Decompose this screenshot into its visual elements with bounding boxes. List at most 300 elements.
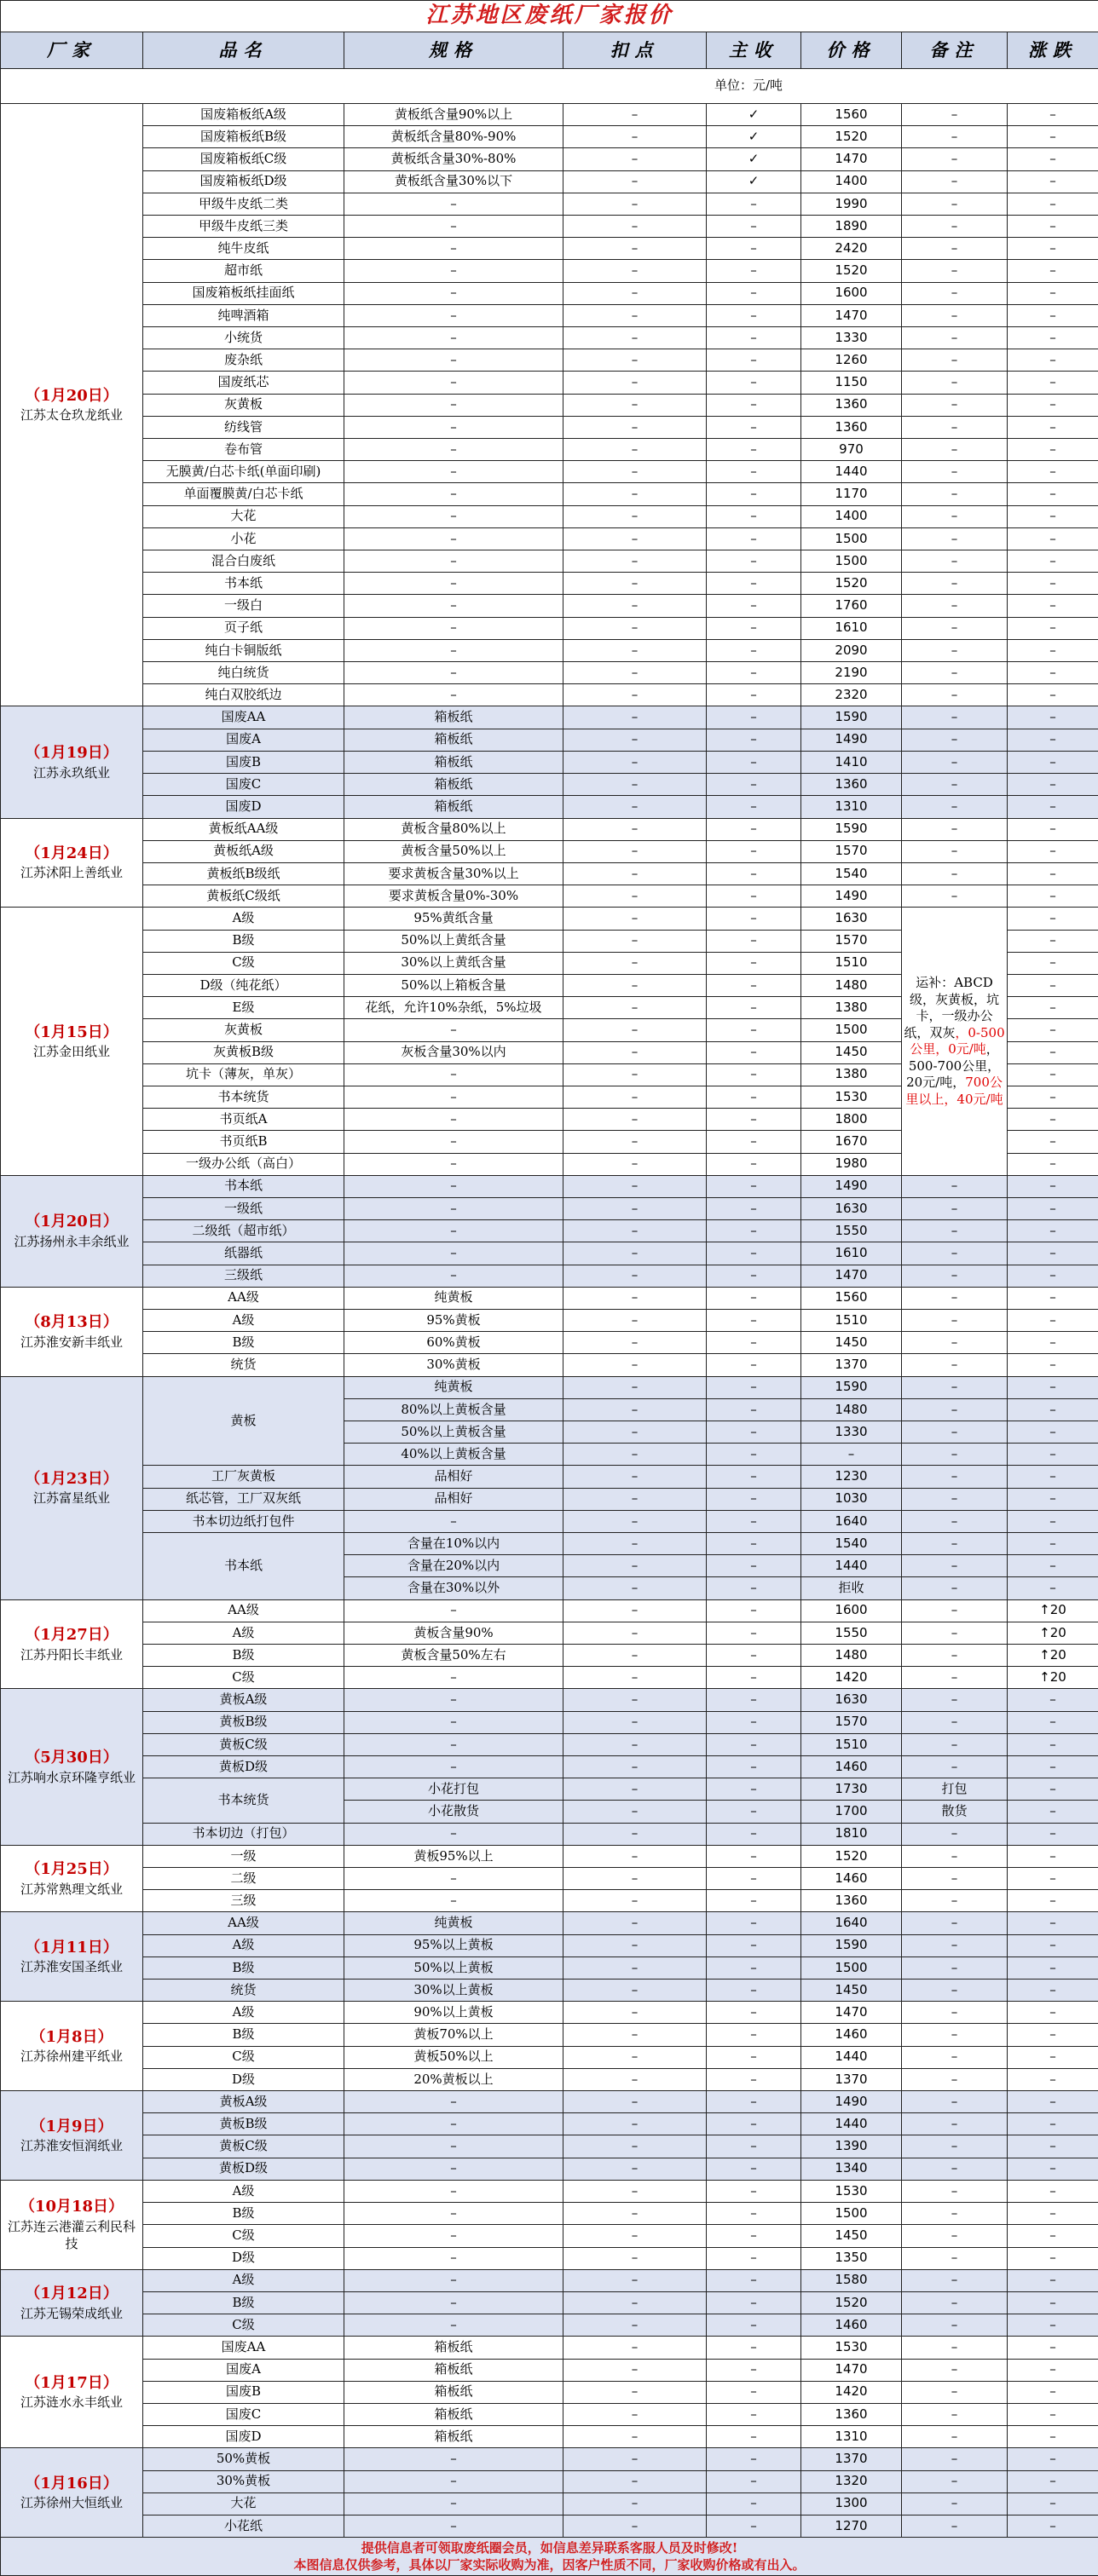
product-name: C级 (143, 2225, 344, 2247)
change-cell: – (1008, 304, 1098, 326)
change-cell: ↑20 (1008, 1667, 1098, 1689)
main-collect-cell: – (707, 1466, 801, 1488)
update-date: （1月17日） (3, 2373, 141, 2394)
main-collect-cell: – (707, 1287, 801, 1309)
remark-cell: 散货 (902, 1801, 1008, 1823)
remark-cell: – (902, 1667, 1008, 1689)
footer-note (1, 2538, 1098, 2576)
spec-cell: 30%以上黄板 (344, 1980, 563, 2002)
remark-cell: – (902, 461, 1008, 483)
spec-cell: 95%黄板 (344, 1309, 563, 1331)
deduction-cell: – (563, 1175, 707, 1197)
update-date: （5月30日） (3, 1748, 141, 1768)
main-collect-cell: – (707, 1689, 801, 1711)
price-cell: 1540 (801, 1533, 902, 1555)
remark-cell: – (902, 751, 1008, 773)
table-row (1, 2046, 1098, 2068)
product-name: 纯白卡铜版纸 (143, 639, 344, 661)
remark-cell: – (902, 1510, 1008, 1532)
company-cell (1, 908, 143, 1175)
product-name: 甲级牛皮纸二类 (143, 193, 344, 215)
change-cell: – (1008, 2470, 1098, 2492)
price-cell: 1260 (801, 349, 902, 372)
remark-cell: – (902, 1220, 1008, 1242)
deduction-cell: – (563, 796, 707, 818)
change-cell: – (1008, 1711, 1098, 1733)
remark-cell: – (902, 304, 1008, 326)
price-cell: 1670 (801, 1131, 902, 1153)
product-name: A级 (143, 2269, 344, 2291)
deduction-cell: – (563, 706, 707, 729)
change-cell: – (1008, 1265, 1098, 1287)
spec-cell: – (344, 2225, 563, 2247)
spec-cell: 含量在20%以内 (344, 1555, 563, 1577)
change-cell: – (1008, 1845, 1098, 1867)
deduction-cell: – (563, 908, 707, 930)
table-row (1, 304, 1098, 326)
table-row (1, 170, 1098, 193)
deduction-cell: – (563, 2359, 707, 2381)
product-name: 一级办公纸（高白） (143, 1153, 344, 1175)
company-name: 江苏徐州大恒纸业 (20, 2495, 123, 2510)
remark-cell: – (902, 1711, 1008, 1733)
price-cell: 1340 (801, 2158, 902, 2180)
change-cell: – (1008, 1153, 1098, 1175)
change-cell: – (1008, 2203, 1098, 2225)
table-row (1, 260, 1098, 282)
main-collect-cell: – (707, 974, 801, 996)
remark-cell: – (902, 260, 1008, 282)
main-collect-cell: – (707, 2068, 801, 2090)
price-cell: 1490 (801, 729, 902, 751)
spec-cell: – (344, 573, 563, 595)
table-row (1, 216, 1098, 238)
spec-cell: 黄板纸含量30%以下 (344, 170, 563, 193)
remark-cell: – (902, 2492, 1008, 2515)
product-name: 国废AA (143, 706, 344, 729)
price-cell: 1230 (801, 1466, 902, 1488)
change-cell: – (1008, 1956, 1098, 1979)
deduction-cell: – (563, 1667, 707, 1689)
table-row (1, 1533, 1098, 1555)
main-collect-cell: – (707, 1309, 801, 1331)
deduction-cell: – (563, 2046, 707, 2068)
spec-cell: 箱板纸 (344, 2426, 563, 2448)
spec-cell: 50%以上黄板 (344, 1956, 563, 1979)
price-cell: 1500 (801, 2203, 902, 2225)
product-name: AA级 (143, 1599, 344, 1622)
change-cell: – (1008, 1823, 1098, 1845)
footer-line: 本图信息仅供参考，具体以厂家实际收购为准，因客户性质不同，厂家收购价格或有出入。 (3, 2556, 1096, 2573)
deduction-cell: – (563, 1733, 707, 1755)
remark-cell: – (902, 372, 1008, 394)
product-name: 纯啤酒箱 (143, 304, 344, 326)
main-collect-cell: – (707, 505, 801, 527)
change-cell: – (1008, 930, 1098, 952)
change-cell: – (1008, 662, 1098, 684)
product-name: 国废C (143, 774, 344, 796)
company-cell (1, 2337, 143, 2448)
change-cell: – (1008, 238, 1098, 260)
spec-cell: 20%黄板以上 (344, 2068, 563, 2090)
change-cell: – (1008, 796, 1098, 818)
change-cell: – (1008, 885, 1098, 908)
product-name: 书本统货 (143, 1086, 344, 1108)
deduction-cell: – (563, 2135, 707, 2158)
deduction-cell: – (563, 2426, 707, 2448)
table-row (1, 550, 1098, 573)
table-row (1, 2068, 1098, 2090)
company-cell (1, 706, 143, 818)
company-cell (1, 1912, 143, 2002)
deduction-cell: – (563, 260, 707, 282)
product-name: 灰黄板 (143, 394, 344, 416)
table-row (1, 1622, 1098, 1644)
table-row (1, 372, 1098, 394)
table-row (1, 840, 1098, 862)
price-cell: 1380 (801, 1063, 902, 1086)
spec-cell: – (344, 193, 563, 215)
main-collect-cell: – (707, 1778, 801, 1801)
remark-cell: – (902, 1733, 1008, 1755)
price-cell: 1360 (801, 774, 902, 796)
product-name: AA级 (143, 1912, 344, 1934)
spec-cell: – (344, 595, 563, 617)
product-name: 黄板A级 (143, 1689, 344, 1711)
spec-cell: 黄板70%以上 (344, 2024, 563, 2046)
price-cell: 1800 (801, 1109, 902, 1131)
deduction-cell: – (563, 1220, 707, 1242)
deduction-cell: – (563, 729, 707, 751)
main-collect-cell: – (707, 2091, 801, 2113)
table-row (1, 1175, 1098, 1197)
price-cell: 1980 (801, 1153, 902, 1175)
change-cell: – (1008, 818, 1098, 840)
price-cell: 1530 (801, 1086, 902, 1108)
change-cell: – (1008, 372, 1098, 394)
change-cell: – (1008, 684, 1098, 706)
main-collect-cell: – (707, 304, 801, 326)
product-name: B级 (143, 2291, 344, 2314)
change-cell: – (1008, 394, 1098, 416)
change-cell: – (1008, 1220, 1098, 1242)
remark-cell: – (902, 774, 1008, 796)
spec-cell: – (344, 2091, 563, 2113)
table-row (1, 706, 1098, 729)
main-collect-cell: ✓ (707, 104, 801, 126)
spec-cell: 黄板纸含量90%以上 (344, 104, 563, 126)
change-cell: ↑20 (1008, 1622, 1098, 1644)
main-collect-cell: – (707, 1956, 801, 1979)
change-cell: – (1008, 2002, 1098, 2024)
price-cell: 1990 (801, 193, 902, 215)
price-cell: 1440 (801, 461, 902, 483)
main-collect-cell: – (707, 595, 801, 617)
spec-cell: – (344, 2158, 563, 2180)
change-cell: – (1008, 1309, 1098, 1331)
main-collect-cell: – (707, 1667, 801, 1689)
spec-cell: 60%黄板 (344, 1332, 563, 1354)
spec-cell: 黄板含量50%以上 (344, 840, 563, 862)
change-cell: – (1008, 1934, 1098, 1956)
remark-cell: – (902, 483, 1008, 505)
spec-cell: 黄板含量50%左右 (344, 1645, 563, 1667)
change-cell: – (1008, 1354, 1098, 1376)
remark-cell: – (902, 684, 1008, 706)
price-cell: 2190 (801, 662, 902, 684)
main-collect-cell: – (707, 862, 801, 885)
main-collect-cell: – (707, 1398, 801, 1421)
product-name: B级 (143, 2024, 344, 2046)
deduction-cell: – (563, 416, 707, 438)
spec-cell: – (344, 2470, 563, 2492)
spec-cell: – (344, 1197, 563, 1219)
deduction-cell: – (563, 1354, 707, 1376)
main-collect-cell: – (707, 1801, 801, 1823)
spec-cell: 箱板纸 (344, 774, 563, 796)
price-cell: 1420 (801, 1667, 902, 1689)
change-cell: – (1008, 1980, 1098, 2002)
product-name: 大花 (143, 2492, 344, 2515)
table-row (1, 1868, 1098, 1890)
change-cell: ↑20 (1008, 1599, 1098, 1622)
product-name: 黄板A级 (143, 2091, 344, 2113)
main-collect-cell: – (707, 2158, 801, 2180)
spec-cell: – (344, 1689, 563, 1711)
price-cell: 1610 (801, 1242, 902, 1265)
change-cell: – (1008, 1421, 1098, 1443)
remark-cell: – (902, 505, 1008, 527)
deduction-cell: – (563, 505, 707, 527)
deduction-cell: – (563, 1041, 707, 1063)
product-name: 黄板D级 (143, 1756, 344, 1778)
table-row (1, 2091, 1098, 2113)
main-collect-cell: ✓ (707, 126, 801, 148)
deduction-cell: – (563, 2158, 707, 2180)
product-name: D级（纯花纸） (143, 974, 344, 996)
price-cell: 1510 (801, 1733, 902, 1755)
company-cell (1, 2448, 143, 2538)
price-cell: 1360 (801, 394, 902, 416)
main-collect-cell: – (707, 394, 801, 416)
update-date: （1月9日） (3, 2117, 141, 2137)
product-name: 坑卡（薄灰，单灰） (143, 1063, 344, 1086)
main-collect-cell: – (707, 840, 801, 862)
change-cell: – (1008, 2448, 1098, 2470)
change-cell: – (1008, 461, 1098, 483)
change-cell: – (1008, 1086, 1098, 1108)
remark-cell: – (902, 1309, 1008, 1331)
price-cell: 1320 (801, 2470, 902, 2492)
product-name: 废杂纸 (143, 349, 344, 372)
change-cell: – (1008, 1242, 1098, 1265)
change-cell: – (1008, 170, 1098, 193)
deduction-cell: – (563, 573, 707, 595)
table-row (1, 774, 1098, 796)
table-row (1, 193, 1098, 215)
price-cell: 1300 (801, 2492, 902, 2515)
remark-cell: – (902, 1354, 1008, 1376)
deduction-cell: – (563, 1555, 707, 1577)
spec-cell: – (344, 1510, 563, 1532)
table-row (1, 2291, 1098, 2314)
price-cell: 1560 (801, 104, 902, 126)
main-collect-cell: ✓ (707, 148, 801, 170)
spec-cell: 品相好 (344, 1488, 563, 1510)
spec-cell: – (344, 349, 563, 372)
remark-cell: – (902, 2024, 1008, 2046)
change-cell: – (1008, 595, 1098, 617)
table-row (1, 394, 1098, 416)
price-cell: 1590 (801, 706, 902, 729)
change-cell: – (1008, 505, 1098, 527)
price-cell: 1700 (801, 1801, 902, 1823)
deduction-cell: – (563, 238, 707, 260)
change-cell: – (1008, 1376, 1098, 1398)
company-name: 江苏涟水永丰纸业 (20, 2394, 123, 2410)
spec-cell: – (344, 439, 563, 461)
deduction-cell: – (563, 2470, 707, 2492)
company-name: 江苏太仓玖龙纸业 (20, 407, 123, 423)
price-cell: 1600 (801, 282, 902, 304)
main-collect-cell: – (707, 997, 801, 1019)
table-row (1, 617, 1098, 639)
update-date: （1月15日） (3, 1023, 141, 1043)
remark-cell: – (902, 862, 1008, 885)
product-name: 国废C (143, 2403, 344, 2425)
change-cell: – (1008, 2113, 1098, 2135)
change-cell: – (1008, 617, 1098, 639)
change-cell: – (1008, 1332, 1098, 1354)
price-cell: 1170 (801, 483, 902, 505)
price-cell: 1580 (801, 2269, 902, 2291)
product-name: 无膜黄/白芯卡纸(单面印刷) (143, 461, 344, 483)
main-collect-cell: – (707, 2314, 801, 2337)
change-cell: – (1008, 216, 1098, 238)
price-cell: 1330 (801, 327, 902, 349)
change-cell: – (1008, 1197, 1098, 1219)
main-collect-cell: – (707, 2247, 801, 2269)
remark-text: ，0-500公里，0元/吨 (910, 1025, 1004, 1057)
change-cell: – (1008, 2403, 1098, 2425)
change-cell: – (1008, 1868, 1098, 1890)
change-cell: – (1008, 1801, 1098, 1823)
column-header: 规格 (344, 32, 563, 69)
price-cell: 1350 (801, 2247, 902, 2269)
column-header: 厂家 (1, 32, 143, 69)
main-collect-cell: – (707, 617, 801, 639)
product-name: 黄板C级 (143, 1733, 344, 1755)
product-name: 灰黄板B级 (143, 1041, 344, 1063)
deduction-cell: – (563, 2492, 707, 2515)
product-name: 书页纸A (143, 1109, 344, 1131)
main-collect-cell: – (707, 1376, 801, 1398)
main-collect-cell: – (707, 2180, 801, 2202)
price-cell: 2090 (801, 639, 902, 661)
deduction-cell: – (563, 193, 707, 215)
deduction-cell: – (563, 2113, 707, 2135)
deduction-cell: – (563, 2381, 707, 2403)
deduction-cell: – (563, 974, 707, 996)
table-row (1, 461, 1098, 483)
table-row (1, 1287, 1098, 1309)
table-row (1, 796, 1098, 818)
remark-cell: – (902, 216, 1008, 238)
table-row (1, 1823, 1098, 1845)
remark-cell: – (902, 2002, 1008, 2024)
spec-cell: – (344, 461, 563, 483)
remark-cell: – (902, 1689, 1008, 1711)
product-name: 国废AA (143, 2337, 344, 2359)
main-collect-cell: – (707, 1510, 801, 1532)
table-row (1, 2225, 1098, 2247)
company-cell (1, 2002, 143, 2091)
price-cell: 1490 (801, 1175, 902, 1197)
remark-cell: – (902, 840, 1008, 862)
deduction-cell: – (563, 662, 707, 684)
change-cell: – (1008, 1756, 1098, 1778)
main-collect-cell: – (707, 2426, 801, 2448)
unit-label: 单位：元/吨 (1, 69, 1098, 104)
main-collect-cell: ✓ (707, 170, 801, 193)
product-name: 50%黄板 (143, 2448, 344, 2470)
product-name: 国废箱板纸挂面纸 (143, 282, 344, 304)
price-cell: 1520 (801, 2291, 902, 2314)
main-collect-cell: – (707, 818, 801, 840)
table-row (1, 1645, 1098, 1667)
product-name: A级 (143, 2180, 344, 2202)
main-collect-cell: – (707, 1220, 801, 1242)
price-cell: 2420 (801, 238, 902, 260)
deduction-cell: – (563, 2269, 707, 2291)
deduction-cell: – (563, 1778, 707, 1801)
main-collect-cell: – (707, 1823, 801, 1845)
product-name: 国废箱板纸B级 (143, 126, 344, 148)
main-collect-cell: – (707, 1421, 801, 1443)
remark-cell: – (902, 1376, 1008, 1398)
price-cell: 1310 (801, 796, 902, 818)
remark-cell: – (902, 282, 1008, 304)
change-cell: – (1008, 1063, 1098, 1086)
spec-cell: – (344, 416, 563, 438)
spec-cell: – (344, 1131, 563, 1153)
product-name: A级 (143, 1622, 344, 1644)
deduction-cell: – (563, 1131, 707, 1153)
price-cell: 1150 (801, 372, 902, 394)
price-cell: 1030 (801, 1488, 902, 1510)
update-date: （1月25日） (3, 1859, 141, 1880)
deduction-cell: – (563, 126, 707, 148)
deduction-cell: – (563, 617, 707, 639)
price-cell: 1590 (801, 1376, 902, 1398)
price-cell: 1810 (801, 1823, 902, 1845)
column-header: 涨跌 (1008, 32, 1098, 69)
product-name: A级 (143, 2002, 344, 2024)
deduction-cell: – (563, 997, 707, 1019)
remark-cell: – (902, 2448, 1008, 2470)
spec-cell: – (344, 2135, 563, 2158)
remark-cell: – (902, 550, 1008, 573)
spec-cell: 含量在10%以内 (344, 1533, 563, 1555)
change-cell: – (1008, 862, 1098, 885)
product-name: B级 (143, 1332, 344, 1354)
price-cell: 1440 (801, 1555, 902, 1577)
table-row (1, 439, 1098, 461)
table-row (1, 573, 1098, 595)
change-cell: – (1008, 974, 1098, 996)
product-name: 一级白 (143, 595, 344, 617)
spec-cell: 黄板95%以上 (344, 1845, 563, 1867)
